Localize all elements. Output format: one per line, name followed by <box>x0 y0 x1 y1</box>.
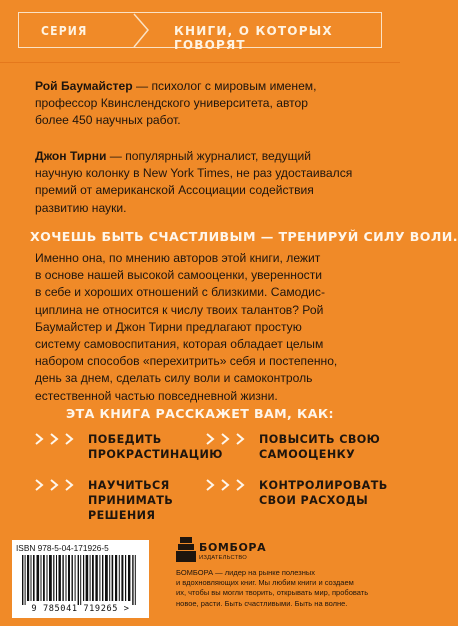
author-name: Рой Баумайстер <box>35 79 133 93</box>
series-frame <box>18 12 382 52</box>
isbn-number: ISBN 978-5-04-171926-5 <box>16 543 109 553</box>
description-line: естественной частью повседневной жизни. <box>35 388 278 403</box>
benefit-text: ПОБЕДИТЬ <box>88 433 162 446</box>
publisher-name: БОМБОРА <box>199 541 267 554</box>
headline: ХОЧЕШЬ БЫТЬ СЧАСТЛИВЫМ — ТРЕНИРУЙ СИЛУ ВОЛИ. <box>30 229 458 244</box>
isbn-barcode-block <box>12 540 149 618</box>
author-bio-text: развитию науки. <box>35 200 127 215</box>
benefit-text: НАУЧИТЬСЯ ПРИНИМАТЬ <box>88 479 174 507</box>
triple-chevron-icon <box>205 432 253 446</box>
publisher-description-line: новое, расти. Быть счастливыми. Быть на волне. <box>176 598 348 608</box>
author-bio-text: — психолог с мировым именем, <box>132 79 317 93</box>
publisher-description <box>176 568 391 609</box>
series-header <box>0 0 400 62</box>
benefit-text: СВОИ РАСХОДЫ <box>259 494 369 507</box>
description-line: в себе и хороших отношений с близкими. Самодис- <box>35 285 325 300</box>
chevron-right-icon <box>129 13 155 49</box>
triple-chevron-icon <box>205 478 253 492</box>
author-name: Джон Тирни <box>35 149 107 163</box>
triple-chevron-icon <box>34 432 82 446</box>
header-divider <box>0 62 400 63</box>
benefit-item <box>259 478 429 508</box>
description-line: Именно она, по мнению авторов этой книги, лежит <box>35 251 321 265</box>
description-line: набором способов «перехитрить» себя и постепенно, <box>35 354 338 369</box>
publisher-description-line: их, чтобы вы могли творить, открывать мир, пробовать <box>176 588 369 598</box>
description-line: день за днем, сделать силу воли и самоконтроль <box>35 371 313 386</box>
barcode-digits: 9 785041 719265 > <box>31 604 130 614</box>
description <box>35 250 370 405</box>
description-line: Баумайстер и Джон Тирни предлагают простую <box>35 319 302 334</box>
benefits-heading: ЭТА КНИГА РАССКАЖЕТ ВАМ, КАК: <box>65 406 334 421</box>
description-line: систему самовоспитания, которая обладает целым <box>35 337 324 352</box>
benefit-text: РЕШЕНИЯ <box>88 509 156 522</box>
publisher-subtitle: ИЗДАТЕЛЬСТВО <box>199 555 248 561</box>
author-bio-text: профессор Квинслендского университета, автор <box>35 96 308 111</box>
series-name: КНИГИ, О КОТОРЫХ ГОВОРЯТ <box>174 24 333 52</box>
author-bio-text: научную колонку в New York Times, не раз удостаивался <box>35 166 353 181</box>
benefit-item <box>259 432 429 462</box>
author-bio-baumeister <box>35 78 365 130</box>
author-bio-text: более 450 научных работ. <box>35 113 181 128</box>
series-label: СЕРИЯ <box>41 24 88 38</box>
description-line: циплина не относится к числу твоих талантов? Рой <box>35 302 324 317</box>
author-bio-tierney <box>35 148 365 217</box>
benefit-text: САМООЦЕНКУ <box>259 448 356 461</box>
author-bio-text: — популярный журналист, ведущий <box>106 149 312 163</box>
bombora-logo-icon <box>176 537 196 563</box>
barcode-icon <box>16 555 145 605</box>
benefit-text: ПРОКРАСТИНАЦИЮ <box>88 448 223 461</box>
publisher-description-line: БОМБОРА — лидер на рынке полезных <box>176 568 316 577</box>
description-line: в основе нашей высокой самооценки, уверенности <box>35 268 323 283</box>
author-bio-text: премий от американской Ассоциации содействия <box>35 183 314 198</box>
benefit-text: ПОВЫСИТЬ СВОЮ <box>259 433 381 446</box>
triple-chevron-icon <box>34 478 82 492</box>
benefit-text: КОНТРОЛИРОВАТЬ <box>259 479 388 492</box>
publisher-description-line: и вдохновляющих книг. Мы любим книги и создаем <box>176 578 354 588</box>
